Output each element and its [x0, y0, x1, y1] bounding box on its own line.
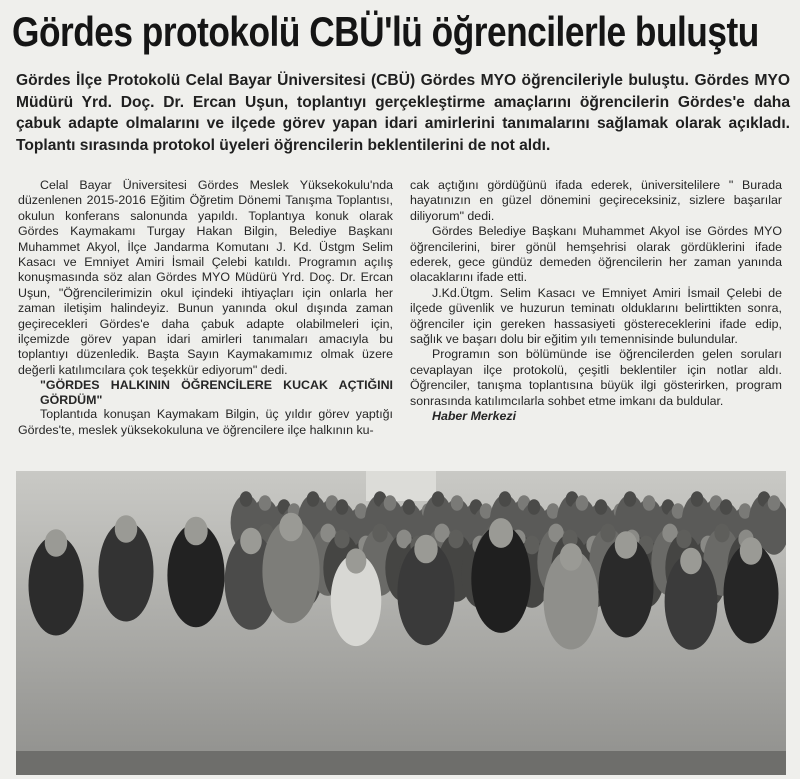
photo-person-head	[576, 495, 589, 510]
photo-person-head	[489, 518, 513, 548]
photo-person-head	[720, 499, 733, 514]
photo-person-head	[307, 491, 320, 506]
photo-person-head	[448, 530, 463, 549]
group-photo-illustration	[16, 471, 786, 775]
body-paragraph: Celal Bayar Üniversitesi Gördes Meslek Yüksekokulu'nda düzenlenen 2015-2016 Eğitim Öğretim Dönemi Tanışma Toplantısı, okulun konferans salonunda yapıldı. Toplantıya konuk olarak Gördes Kaymakamı Turgay Hakan Bilgin, Belediye Başkanı Muhammet Akyol, İlçe Jandarma Komutanı J. Kd. Üstgm Selim Kasacı ve Emniyet Amiri İsmail Çelebi katıldı. Programın açılış konuşmasında söz alan Gördes MYO Müdürü Yrd. Doç. Dr. Ercan Uşun, "Öğrencilerimizin okul içindeki ihtiyaçları için onlarla her zaman iletişim halindeyiz. Bunun yanında okul dışında zaman geçirecekleri Gördes'e daha çabuk adapte olabilmeleri için, ilçemizde görev yapan idari amirleri tanımaları amacıyla bu toplantıyı düzenledik. Başta Sayın Kaymakamımız olmak üzere değerli katılımcılara çok teşekkür ediyorum" dedi.	[18, 178, 393, 377]
photo-person-head	[740, 537, 763, 565]
photo-person-head	[259, 495, 272, 510]
photo-person-head	[524, 536, 539, 555]
article-headline: Gördes protokolü CBÜ'lü öğrencilerle buluştu	[12, 8, 759, 55]
photo-person-head	[346, 548, 367, 573]
photo-person-head	[372, 524, 387, 543]
body-paragraph: Toplantıda konuşan Kaymakam Bilgin, üç yıldır görev yaptığı Gördes'te, meslek yüksekokuluna ve öğrencilere ilçe halkının ku-	[18, 407, 393, 437]
photo-person-head	[279, 513, 302, 542]
body-paragraph: Gördes Belediye Başkanı Muhammet Akyol ise Gördes MYO öğrencilerini, birer gönül hemşehrisi olarak gördüklerini ifade ederek, gece gündüz demeden öğrencilerin her zaman yanında olacaklarını ifade etti.	[410, 224, 782, 285]
photo-person-head	[403, 499, 416, 514]
photo-person-head	[45, 529, 68, 557]
photo-person-head	[451, 495, 464, 510]
article-column-2	[410, 178, 782, 425]
photo-person-head	[680, 548, 702, 574]
photo-person-head	[768, 495, 781, 510]
photo-person-head	[600, 524, 615, 543]
photo-person-head	[240, 491, 253, 506]
photo-person-head	[624, 491, 637, 506]
article-column-1	[18, 178, 393, 438]
photo-person-head	[676, 530, 691, 549]
photo-person-head	[499, 491, 512, 506]
photo-person-head	[334, 530, 349, 549]
photo-person-head	[184, 517, 207, 546]
article-lead: Gördes İlçe Protokolü Celal Bayar Üniversitesi (CBÜ) Gördes MYO öğrencileriyle buluştu. Gördes MYO Müdürü Yrd. Doç. Dr. Ercan Uşun, toplantıyı gerçekleştirme amaçlarını öğrencilerin Gördes'e daha çabuk adapte olmalarını ve ilçede görev yapan idari amirlerini tanımalarını sağlamak olarak açıkladı. Toplantı sırasında protokol üyeleri öğrencilerin beklentilerini de not aldı.	[16, 72, 790, 154]
body-paragraph: Programın son bölümünde ise öğrencilerden gelen soruları cevaplayan ilçe protokolü, çeşitli beklentiler için notlar aldı. Öğrenciler, tanışma toplantısına büyük ilgi gösterirken, program sonrasında katılımcılarla sohbet etme imkanı da buldular.	[410, 347, 782, 408]
body-paragraph: cak açtığını gördüğünü ifada ederek, üniversitelilere " Burada hayatınızın en güzel dönemini geçireceksiniz, sizlere başarılar diliyorum" dedi.	[410, 178, 782, 223]
article-subheading: "GÖRDES HALKININ ÖĞRENCİLERE KUCAK AÇTIĞINI GÖRDÜM"	[40, 378, 393, 407]
body-paragraph: J.Kd.Ütgm. Selim Kasacı ve Emniyet Amiri İsmail Çelebi de ilçede güvenlik ve huzurun teminatı olduklarını belirttikten sonra, öğrenciler için gereken hassasiyeti göstereceklerini ifade edip, sağlık ve başarı dolu bir eğitim yılı temennisinde bulundular.	[410, 285, 782, 347]
photo-person-head	[615, 531, 638, 559]
group-photo	[16, 471, 786, 775]
photo-person-head	[714, 524, 729, 543]
photo-person-head	[414, 535, 437, 564]
photo-person-head	[432, 491, 445, 506]
photo-person-head	[528, 499, 541, 514]
photo-person-head	[691, 491, 704, 506]
photo-person-head	[643, 495, 656, 510]
photo-person-head	[560, 543, 583, 571]
photo-floor	[16, 751, 786, 775]
photo-person-head	[595, 499, 608, 514]
article-byline: Haber Merkezi	[432, 409, 517, 424]
photo-person-head	[240, 528, 262, 554]
photo-person-head	[336, 499, 349, 514]
photo-person-head	[115, 515, 138, 543]
photo-person-head	[384, 495, 397, 510]
